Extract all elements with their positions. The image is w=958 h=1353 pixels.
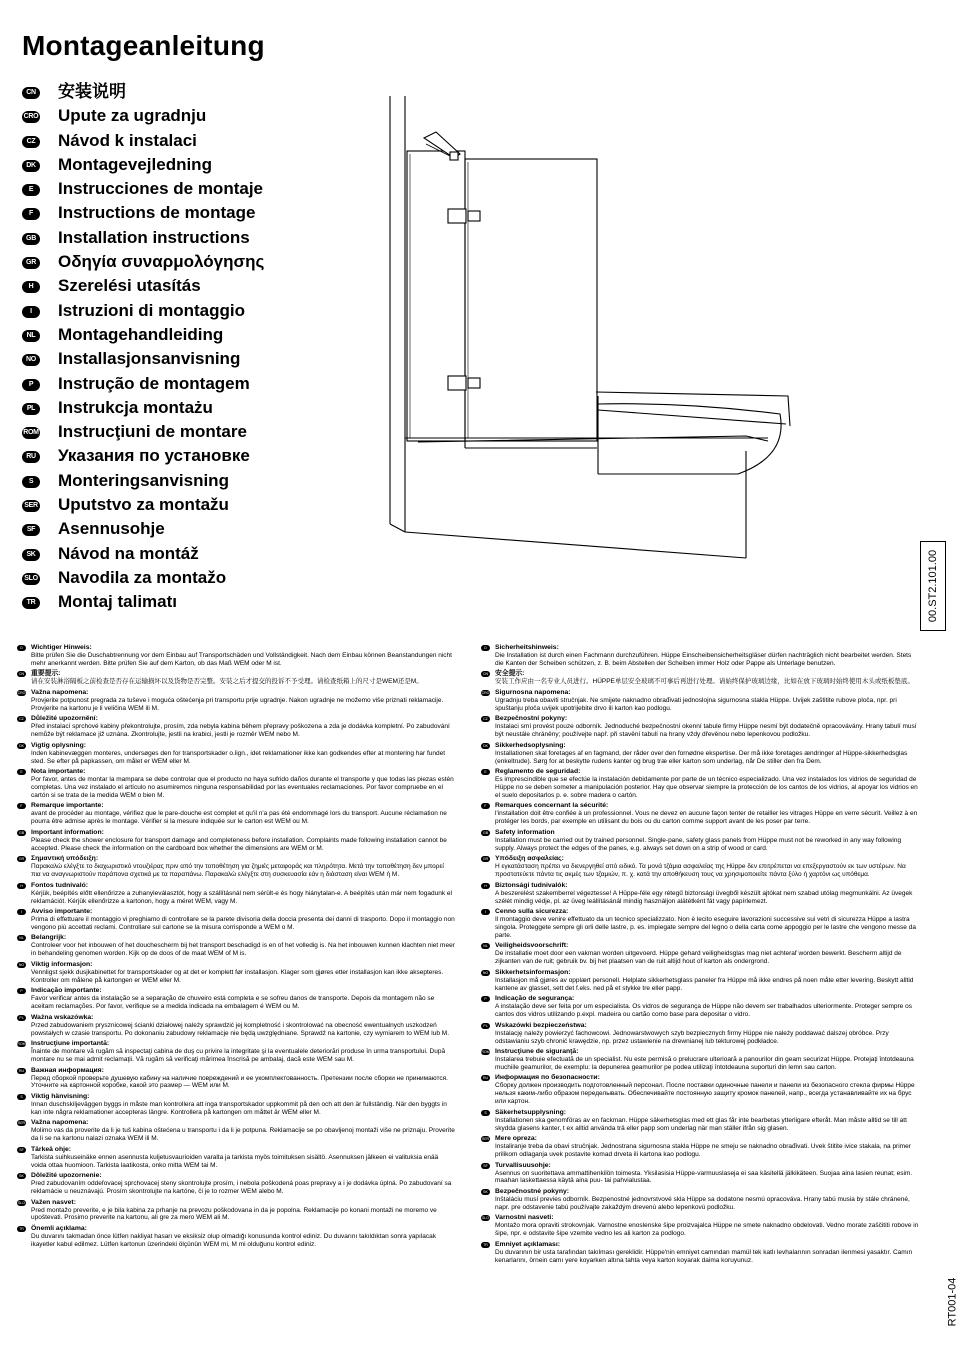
note-text: Перед сборкой проверьте душевую кабину на наличие повреждений и ее укомплектованность. Претензии после сборки не принимаются. Уточните на картонной коробке, какой это размер — WEM или M. [31, 1074, 448, 1090]
page-title: Montageanleitung [22, 30, 265, 61]
note-language-badge: SK [17, 1173, 26, 1179]
note-language-badge: SLO [17, 1200, 25, 1205]
note-entry [481, 1074, 919, 1106]
language-code-badge: F [22, 208, 40, 220]
language-title-item [22, 542, 382, 566]
note-heading: Emniyet açıklaması: [495, 1240, 560, 1248]
note-entry [17, 644, 455, 668]
note-text: Innan duschskiljeväggen byggs in måste man kontrollera att inga transportskador uppkommit på den och att den är fullständig. När den byggts in kan inte några reklamationer accepteras längre. Kontrollera på kartongen om måttet är WEM eller M. [31, 1100, 447, 1116]
language-code-badge: GR [22, 257, 40, 269]
note-entry [481, 644, 919, 668]
note-text: De installatie moet door een vakman worden uitgevoerd. Hüppe gehard veiligheidsglas mag niet achteraf worden bewerkt. Bescherm altijd de zijkanten van de ruit; gebruik bv. bij het plaatsen van de ruit altijd hout of karton als ondergrond. [495, 950, 902, 966]
language-title-item [22, 201, 382, 225]
note-heading: Remarque importante: [31, 802, 104, 810]
note-heading: Ważna wskazówka: [31, 1013, 94, 1021]
language-title-item [22, 274, 382, 298]
note-heading: Bezpečnostné pokyny: [495, 1187, 570, 1195]
language-title-item [22, 226, 382, 250]
note-text: Pred zabudovaním oddeľovacej sprchovacej steny skontrolujte prosím, i nebola poškodená poas prepravy a i je dodávka úplná. Po zabudovaní sa reklamácie u neuznávajú. Prosím skontrolujte na kartóne, či je to rozmer WEM alebo M. [31, 1180, 452, 1196]
language-code-badge: E [22, 184, 40, 196]
language-title: Instrukcja montażu [58, 397, 213, 417]
note-heading: Säkerhetsupplysning: [495, 1108, 567, 1116]
note-entry [17, 742, 455, 766]
note-text: Provjerite potpunost pregrada za tuševe i moguća oštećenja pri transportu prije ugradnje. Nakon ugradnje ne možemo više priznati reklamacije. Provjerite na kartonu je li veličina WEM ili M. [31, 696, 444, 712]
language-code-badge: CRO [22, 111, 40, 123]
note-language-badge: NO [482, 970, 489, 975]
note-heading: Důležité upozornění: [31, 715, 98, 723]
note-text: Installationen ska genomföras av en fackman. Hüppe säkerhetsglas med ett glas får inte bearbetas ytterligare efteråt. Man måste alltid se till att skydda glasens kanter, t ex alltid använda trä eller papp som underlag när man ställer ifrån sig glasen. [495, 1116, 907, 1132]
note-language-badge: H [481, 883, 490, 889]
note-heading: Wichtiger Hinweis: [31, 644, 92, 651]
language-code-badge: GB [22, 233, 40, 245]
language-title: Montagehandleiding [58, 324, 224, 344]
note-heading: Nota importante: [31, 768, 86, 776]
note-text: Please check the shower enclosure for transport damage and completeness before installation. Complaints made following installation cannot be accepted. Please check the information on the cardboard box whether the dimensions are WEM or M. [31, 836, 447, 852]
language-title: Указания по установке [58, 446, 250, 466]
note-entry [17, 1199, 455, 1223]
language-title: Instructions de montage [58, 203, 256, 223]
note-language-badge: CZ [481, 716, 490, 722]
note-entry [481, 670, 919, 686]
language-title: Installasjonsanvisning [58, 349, 241, 369]
note-text: Tarkista suihkuseinäke ennen asennusta kuljetusvaurioiden varalta ja tarkista myös toimituksen sisältö. Asennuksen jälkeen ei valituksia enää voida ottaa huomioon. Tarkista laatikosta, onko mitta WEM tai M. [31, 1153, 439, 1169]
note-entry [17, 768, 455, 800]
note-entry [17, 802, 455, 826]
note-text: Installation must be carried out by trained personnel. Single-pane, safety glass panels from Hüppe must not be reworked in any way following supply. Always protect the edges of the panes, e.g. always set down on a strip of wood or card. [495, 836, 902, 852]
note-language-badge: GB [482, 830, 489, 835]
note-entry [481, 1022, 919, 1046]
note-text: Inštaláciu musí previes odborník. Bezpenostné jednovrstvové skla Hüppe sa dodatone nesmú opracováva. Hrany tabú musia by stále chránené, napr. pre odstavenie tabú používajte zakaždým drevenú alebo lepenkovú podložku. [495, 1195, 910, 1211]
note-heading: Sikkerhedsoplysning: [495, 741, 566, 749]
note-entry [481, 1048, 919, 1072]
note-text: Instalację należy powierzyć fachowcowi. Jednowarstwowych szyb bezpiecznych firmy Hüppe nie należy poddawać dalszej obróbce. Przy odstawianiu szyb chronić krawędzie, np. przez ustawienie na drewnianej lub tekturowej podkładce. [495, 1029, 889, 1045]
language-title-item [22, 590, 382, 614]
note-heading: Važna napomena: [31, 688, 89, 696]
language-title-item [22, 420, 382, 444]
note-language-badge: ROM [481, 1050, 490, 1054]
note-text: Installationen skal foretages af en fagmand, der råder over den fornødne ekspertise. Der må ikke foretages ændringer af Hüppe-sikkerhedsglas (enkeltrude). Sørg for at beskytte rudens kanter og brug træ eller karton som underlag, når De stiller den fra Dem. [495, 749, 908, 765]
note-text: Du duvarının bir usta tarafından takılması gereklidir. Hüppe'nin emniyet camından mamül tek katlı levhalarının sonradan ilenmesi yasaktır. Camın kenarlarını, örnein camı yere koyarken altına tahta veya karton koyarak daima koruyunuz. [495, 1248, 913, 1264]
note-entry [481, 1188, 919, 1212]
note-heading: Fontos tudnivaló: [31, 881, 89, 889]
note-heading: Υπόδειξη ασφαλείας: [495, 855, 564, 863]
language-title-item [22, 493, 382, 517]
language-title-item [22, 444, 382, 468]
note-entry [481, 715, 919, 739]
note-heading: Wskazówki bezpieczeństwa: [495, 1021, 587, 1029]
language-title-item [22, 80, 382, 104]
note-text: Installasjon må gjøres av opplært personell. Helplate sikkerhetsglass paneler fra Hüppe må ikke endres på noen måte etter levering. Beskytt alltid kantene av glasset, sett det f.eks. ned på et stykke tre eller papp. [495, 976, 914, 992]
note-text: Przed zabudowaniem prysznicowej ścianki działowej należy sprawdzić jej kompletność i skontrolować na obecność ewentualnych uszkodzeń powstałych w czasie transportu. Po dokonaniu zabudowy reklamacje nie będą uwzględniane. Sprawdź na kartonie, czy wymiarem to WEM lub M. [31, 1021, 450, 1037]
note-language-badge: DK [481, 743, 490, 749]
language-title-item [22, 323, 382, 347]
shower-screen-illustration [388, 96, 768, 556]
note-heading: Remarques concernant la sécurité: [495, 802, 609, 810]
language-title-item [22, 566, 382, 590]
note-language-badge: D [17, 645, 26, 651]
note-entry [481, 689, 919, 713]
note-language-badge: SER [481, 1137, 490, 1142]
language-code-badge: PL [22, 403, 40, 415]
note-language-badge: D [481, 645, 490, 651]
language-title: Instrucciones de montaje [58, 179, 263, 199]
note-language-badge: DK [17, 743, 26, 749]
language-code-badge: TR [22, 597, 40, 609]
note-entry [17, 1093, 455, 1117]
note-heading: Dôležité upozornenie: [31, 1172, 102, 1180]
note-entry [17, 1172, 455, 1196]
language-title: Návod k instalaci [58, 130, 197, 150]
note-entry [481, 1241, 919, 1265]
note-language-badge: CZ [17, 716, 26, 722]
note-text: Сборку должен производить подготовленный персонал. После поставки одиночные панели и панели из безопасного стекла фирмы Hüppe нельзя каким-либо образом переделывать. Обеспечивайте постоянную защиту кромок панелей, напр., всегда устанавливайте их на брус или картон. [495, 1082, 915, 1106]
note-language-badge: I [481, 909, 490, 915]
note-language-badge: TR [481, 1242, 490, 1248]
language-title: Asennusohje [58, 519, 165, 539]
note-heading: Veiligheidsvoorschrift: [495, 942, 569, 950]
note-entry [17, 987, 455, 1011]
note-language-badge: GR [18, 857, 25, 862]
note-text: Instalaci smí provést pouze odborník. Jednoduché bezpečnostní okenní tabule firmy Hüppe nesmí být dodatečně opracovávány. Hrany tabulí musí být neustále chráněny; používejte např. při stavění tabulí na hrany vždy dřevěnou nebo lepenkovou podložku. [495, 723, 917, 739]
note-text: Por favor, antes de montar la mampara se debe controlar que el producto no haya sufrido daños durante el transporte y que todas las piezas estén completas. Una vez instalado el artículo no asumiremos ninguna responsabilidad por las eventuales reclamaciones. Por favor compruebe en el cartón si se trata de la medida WEM o bien M. [31, 776, 454, 799]
note-entry [481, 1162, 919, 1186]
document-code: 00.ST2.101.00 [927, 549, 939, 623]
language-title: Installation instructions [58, 227, 250, 247]
note-heading: Important information: [31, 828, 104, 836]
language-title: Montagevejledning [58, 154, 212, 174]
note-text: Die Installation ist durch einen Fachmann durchzuführen. Hüppe Einscheibensicherheitsgläser dürfen nachträglich nicht bearbeitet werden. Stets die Kanten der Scheiben schützen, z. B. beim Abstellen der Scheiben immer Holz oder Pappe als Unterlage benutzen. [495, 652, 912, 667]
note-language-badge: S [17, 1094, 26, 1100]
note-language-badge: CN [482, 672, 489, 677]
note-heading: Važna napomena: [31, 1119, 89, 1127]
note-text: Pred montažo preverite, e je bila kabina za prhanje na prevozu poškodovana in da je popolna. Reklamacije po konani montaži ne moremo ve upoštevati. Prosimo preverite na kartonu, ali gre za mero WEM ali M. [31, 1206, 437, 1222]
language-code-badge: I [22, 306, 40, 318]
note-entry [481, 1135, 919, 1159]
note-language-badge: E [481, 769, 490, 775]
note-entry [481, 802, 919, 826]
language-title: Instrução de montagem [58, 373, 250, 393]
note-text: Înainte de montare vă rugăm să inspectaţi cabina de duş cu privire la integritate şi la eventualele deteriorări produse în urma transportului. După montare nu se mai admit reclamaţii. Vă rugăm să verificaţi mărimea înscrisă pe ambalaj, dacă este WEM sau M. [31, 1048, 446, 1063]
note-entry [481, 969, 919, 993]
note-entry [17, 689, 455, 713]
note-language-badge: TR [17, 1226, 26, 1232]
notes-left-column [17, 644, 455, 1251]
note-entry [17, 1014, 455, 1038]
note-entry [17, 1119, 455, 1143]
note-entry [481, 908, 919, 940]
language-title-item [22, 396, 382, 420]
note-language-badge: CN [18, 672, 25, 677]
language-code-badge: DK [22, 160, 40, 172]
language-title-list [22, 80, 382, 615]
note-heading: Tärkeä ohje: [31, 1145, 72, 1153]
note-heading: Mere opreza: [495, 1135, 537, 1143]
note-language-badge: SK [481, 1189, 490, 1195]
note-language-badge: P [17, 988, 26, 994]
note-language-badge: GB [18, 830, 25, 835]
note-entry [17, 1225, 455, 1249]
notes-right-column [481, 644, 919, 1267]
note-heading: Indicação importante: [31, 987, 102, 995]
language-code-badge: SER [22, 500, 40, 512]
note-language-badge: SF [17, 1147, 26, 1153]
note-entry [17, 1040, 455, 1064]
language-title: Uputstvo za montažu [58, 495, 229, 515]
language-title: Monteringsanvisning [58, 470, 229, 490]
language-title-item [22, 129, 382, 153]
note-entry [481, 1214, 919, 1238]
note-language-badge: I [17, 909, 26, 915]
note-entry [481, 995, 919, 1019]
note-heading: Važen nasvet: [31, 1198, 76, 1206]
page-code: RT001-04 [946, 1277, 958, 1327]
note-heading: Σημαντική υπόδειξη: [31, 855, 99, 863]
note-heading: Önemli açıklama: [31, 1224, 87, 1232]
language-code-badge: ROM [22, 427, 40, 439]
note-entry [481, 742, 919, 766]
note-language-badge: PL [17, 1015, 26, 1021]
note-heading: Cenno sulla sicurezza: [495, 908, 569, 916]
note-text: A beszerelést szakemberrel végeztesse! A Hüppe-féle egy rétegű biztonsági üvegből készült ajtókat nem szabad utólag megmunkálni. Az üvegek szélét mindig védje, pl. az üveg leállításánál mindig használjon alátétként fát vagy papírlemezt. [495, 889, 913, 905]
note-heading: 安全提示: [495, 670, 525, 678]
note-heading: 重要提示: [31, 670, 61, 678]
language-code-badge: SK [22, 549, 40, 561]
language-title: Upute za ugradnju [58, 106, 207, 126]
note-text: Kérjük, beépítés előtt ellenőrizze a zuhanyleválasztót, hogy a szállításnál nem sérült-e és hogy hiánytalan-e. A beépítés után már nem fogadunk el reklamációt. Kérjük ellenőrizze a kartonon, hogy a méret WEM, vagy M. [31, 889, 452, 905]
note-heading: Safety information [495, 828, 555, 836]
language-title: Οδηγία συναρμολόγησης [58, 252, 265, 272]
note-heading: Информация по безопасности: [495, 1074, 600, 1082]
note-heading: Bezpečnostní pokyny: [495, 715, 568, 723]
note-text: Du duvarını takmadan önce lütfen nakliyat hasarı ve eksiksiz olup olmadığı konusunda kontrol ediniz. Du duvarını takıldıktan sonra yapılacak ikayetler kabul edilmez. Lütfen kartonun üzerindeki ölçünün WEM mi, M mi olduğunu kontrol ediniz. [31, 1232, 437, 1248]
language-title: Istruzioni di montaggio [58, 300, 245, 320]
note-language-badge: NL [17, 935, 26, 941]
language-title: Szerelési utasítás [58, 276, 201, 296]
note-heading: Viktig hänvisning: [31, 1092, 90, 1100]
note-text: Es imprescindible que se efectúe la instalación debidamente por parte de un técnico especializado. Una vez instalados los vidrios de seguridad de Hüppe no se deben someter a manipulación posterior. Hay que observar siempre la protección de los cantos de los vidrios, al apoyar los vidrios en el suelo depositarlos p. e. sobre madera o cartón. [495, 776, 918, 799]
language-code-badge: P [22, 379, 40, 391]
language-code-badge: NO [22, 354, 40, 366]
language-code-badge: S [22, 476, 40, 488]
note-entry [481, 829, 919, 853]
language-title-item [22, 517, 382, 541]
language-title-item [22, 347, 382, 371]
note-text: Instalarea trebuie efectuată de un specialist. Nu este permisă o prelucrare ulterioară a panourilor din geam securizat Hüppe. Protejaţi întotdeauna muchiile geamurilor, de exemplu: la depunerea geamurilor pe podea utilizaţi întotdeauna suporturi din lemn sau carton. [495, 1056, 914, 1071]
language-title: Návod na montáž [58, 543, 199, 563]
note-text: Prima di effettuare il montaggio vi preghiamo di controllare se la parete divisoria della doccia presenta dei danni di trasporto. Dopo il montaggio non vengono più accettati reclami. Controllare sul cartone se la misura corrisponde a WEM o M. [31, 916, 455, 931]
note-text: Bitte prüfen Sie die Duschabtrennung vor dem Einbau auf Transportschäden und Vollständigkeit. Nach dem Einbau können Beanstandungen nicht mehr anerkannt werden. Bitte prüfen Sie auf dem Karton, ob das Maß WEM oder M ist. [31, 652, 452, 667]
note-language-badge: P [481, 996, 490, 1002]
note-language-badge: NL [481, 943, 490, 949]
note-entry [17, 882, 455, 906]
note-language-badge: SF [481, 1163, 490, 1169]
note-heading: Belangrijk: [31, 934, 67, 942]
note-text: Inden kabinevæggen monteres, undersøges den for transportskader o.lign., idet reklamationer ikke kan godkendes efter at montering har fundet sted. Se efter på papkassen, om målet er WEM eller M. [31, 749, 446, 765]
language-title: Montaj talimatı [58, 592, 178, 612]
note-entry [481, 855, 919, 879]
note-text: Il montaggio deve venire effettuato da un tecnico specializzato. Non è lecito eseguire lavorazioni successive sui vetri di sicurezza Hüppe a lastra singola. Proteggete sempre gli orli delle lastre, p. es. impiegate sempre del legno o della carta come appoggio per le lastre che vengono messe da parte. [495, 916, 916, 939]
note-language-badge: F [17, 803, 26, 809]
note-heading: Biztonsági tudnivalók: [495, 881, 568, 889]
note-text: Instaliranje treba da obavi stručnjak. Jednostrana sigurnosna stakla Hüppe ne smeju se naknadno obrađivati. Uvek štitite ivice stakala, na primer prilikom odlaganja uvek postavite komad drveta ili kartona kao podlogu. [495, 1143, 911, 1159]
note-text: Molimo vas da proverite da li je tuš kabina oštećena u transportu i da li je potpuna. Reklamacije se po obavljenoj montaži više ne priznaju. Proverite da li se na kartonu nalazi oznaka WEM ili M. [31, 1127, 455, 1143]
note-language-badge: RU [482, 1076, 489, 1081]
note-language-badge: S [481, 1110, 490, 1116]
note-language-badge: H [17, 883, 26, 889]
note-entry [481, 882, 919, 906]
note-text: Controleer voor het inbouwen of het douchescherm bij het transport beschadigd is en of het volledig is. Na het inbouwen kunnen klachten niet meer in behandeling genomen worden. Kijk op de doos of de maat WEM of M is. [31, 942, 455, 958]
note-text: l'installation doit être confiée à un professionnel. Vous ne devez en aucune façon tenter de retailler les vitrages Hüppe en verre sécurit. Veillez à en protéger les bords, par exemple en utilisant du bois ou du carton comme support avant de les poser par terre. [495, 810, 918, 826]
note-heading: Vigtig oplysning: [31, 741, 87, 749]
note-heading: Sikkerhetsinformasjon: [495, 968, 571, 976]
document-code-box [920, 541, 946, 631]
language-code-badge: RU [22, 451, 40, 463]
note-language-badge: ROM [17, 1042, 26, 1047]
note-entry [481, 1109, 919, 1133]
language-title-item [22, 299, 382, 323]
note-entry [17, 715, 455, 739]
language-title-item [22, 250, 382, 274]
note-heading: Instrucţiune importantă: [31, 1040, 110, 1048]
note-language-badge: GR [482, 857, 489, 862]
note-heading: Avviso importante: [31, 908, 93, 916]
note-entry [17, 1146, 455, 1170]
note-heading: Viktig informasjon: [31, 960, 93, 968]
language-title-item [22, 469, 382, 493]
language-title-item [22, 104, 382, 128]
note-entry [17, 670, 455, 686]
note-heading: Sicherheitshinweis: [495, 644, 559, 651]
note-text: Montažo mora opraviti strokovnjak. Varnostne enoslenske šipe proizvajalca Hüppe ne smete naknadno obdelovati. Vedno morate zaščititi robove in šipe, npr. e odstavite šipe vzemite vedno les ali karton za podlogo. [495, 1222, 919, 1238]
note-entry [481, 768, 919, 800]
note-language-badge: CRO [17, 690, 26, 695]
note-language-badge: F [481, 803, 490, 809]
language-code-badge: SF [22, 524, 40, 536]
language-title: Navodila za montažo [58, 567, 227, 587]
note-heading: Важная информация: [31, 1066, 104, 1074]
language-title-item [22, 153, 382, 177]
language-code-badge: H [22, 281, 40, 293]
note-entry [17, 934, 455, 958]
note-heading: Sigurnosna napomena: [495, 688, 571, 696]
note-text: 请在安装淋浴隔板之前检查是否存在运输损坏以及货物是否完整。安装之后才提交的投诉不予受理。请检查纸箱上的尺寸是WEM还是M。 [31, 678, 423, 686]
note-text: Asennus on suoritettava ammattihenkilön toimesta. Yksilasisia Hüppe-varmuuslaseja ei saa käsitellä jälkikäteen. Suojaa aina lasien reunat; esim. maahan laskettaessa käytä aina puu- tai pahvialustaa. [495, 1169, 913, 1185]
note-text: Favor verificar antes da instalação se a separação de chuveiro está completa e se sofreu danos de transporte. Depois da montagem não se aceitam reclamações. Por favor, verifique se a medida indicada na embalagem é WEM ou M. [31, 995, 435, 1011]
note-text: avant de procéder au montage, vérifiez que le pare-douche est complet et qu'il n'a pas été endommagé lors du transport. Aucune réclamation ne pourra être admise après le montage. Vérifier si la mesure indiquée sur le carton est WEM ou M. [31, 810, 447, 826]
note-heading: Indicação de segurança: [495, 995, 575, 1003]
note-text: Παρακαλώ ελέγξτε το διαχωριστικό ντουζιέρας πριν από την τοποθέτηση για ζημιές μεταφοράς και πληρότητα. Μετά την τοποθέτηση δεν μπορεί πια να αναγνωριστούν παράπονα σχετικά με τα παραπάνω. Παρακαλώ ελέγξτε στη συσκευασία εάν η διάσταση είναι WEM ή M. [31, 863, 444, 879]
note-text: Vennligst sjekk dusjkabinettet for transportskader og at det er komplett før installasjon. Klager som gjøres etter installasjon kan ikke aksepteres. Kontroller om målene på kartongen er WEM eller M. [31, 968, 444, 984]
note-entry [17, 855, 455, 879]
note-language-badge: CRO [481, 690, 490, 695]
note-entry [17, 1067, 455, 1091]
language-code-badge: CZ [22, 136, 40, 148]
note-language-badge: RU [18, 1068, 25, 1073]
language-title-item [22, 372, 382, 396]
language-code-badge: SLO [22, 573, 40, 585]
note-text: 安装工作应由一名专业人员进行。HÜPPE单层安全玻璃不可事后再进行处理。请始终保护玻璃边缘，比如在放下玻璃时始终使用木头或纸板垫底。 [495, 678, 914, 686]
note-text: Před instalací sprchové kabiny překontrolujte, prosím, zda nebyla kabina během přepravy poškozena a zda je dodávka kompletní. Po zabudování nemůže být reklamace již uznána. Zkontrolujte, jestli na krabici, jestli je rozměr WEM nebo M. [31, 723, 450, 739]
note-entry [481, 942, 919, 966]
note-language-badge: SLO [481, 1216, 489, 1221]
language-title-item [22, 177, 382, 201]
note-entry [17, 908, 455, 932]
note-text: A instalação deve ser feita por um especialista. Os vidros de segurança de Hüppe não devem ser trabalhados ulteriormente. Proteger sempre os cantos dos vidros utilizando p.expl. madeira ou cartão como base para depositar o vidro. [495, 1003, 912, 1019]
language-code-badge: NL [22, 330, 40, 342]
note-language-badge: NO [18, 962, 25, 967]
note-heading: Turvallisuusohje: [495, 1161, 551, 1169]
note-text: Η εγκατάσταση πρέπει να διενεργηθεί από ειδικό. Τα μονά τζάμια ασφαλείας της Hüppe δεν επιτρέπεται να επεξεργαστούν εκ των υστέρων. Να προστατεύετε πάντα τις ακμές των τζαμιών, π. χ. κατά την αποθήκευση τους να χρησιμοποιείτε πάντα ξύλο ή χαρτόνι ως υπόθεμα. [495, 863, 906, 879]
note-heading: Reglamento de seguridad: [495, 768, 581, 776]
note-language-badge: SER [17, 1121, 26, 1126]
language-code-badge: CN [22, 87, 40, 99]
note-text: Ugradnju treba obaviti stručnjak. Ne smijete naknadno obrađivati jednoslojna sigurnosna stakla Hüppe. Uvijek zaštitite rubove ploča, npr. pri spuštanju ploča uvijek upotrijebite drvo ili karton kao podlogu. [495, 696, 897, 712]
note-entry [17, 829, 455, 853]
note-language-badge: PL [481, 1023, 490, 1029]
language-title: 安装说明 [58, 82, 126, 101]
language-title: Instrucţiuni de montare [58, 422, 247, 442]
note-heading: Instrucţiune de siguranţă: [495, 1048, 579, 1055]
note-language-badge: E [17, 769, 26, 775]
note-heading: Varnostni nasveti: [495, 1214, 554, 1222]
note-entry [17, 961, 455, 985]
